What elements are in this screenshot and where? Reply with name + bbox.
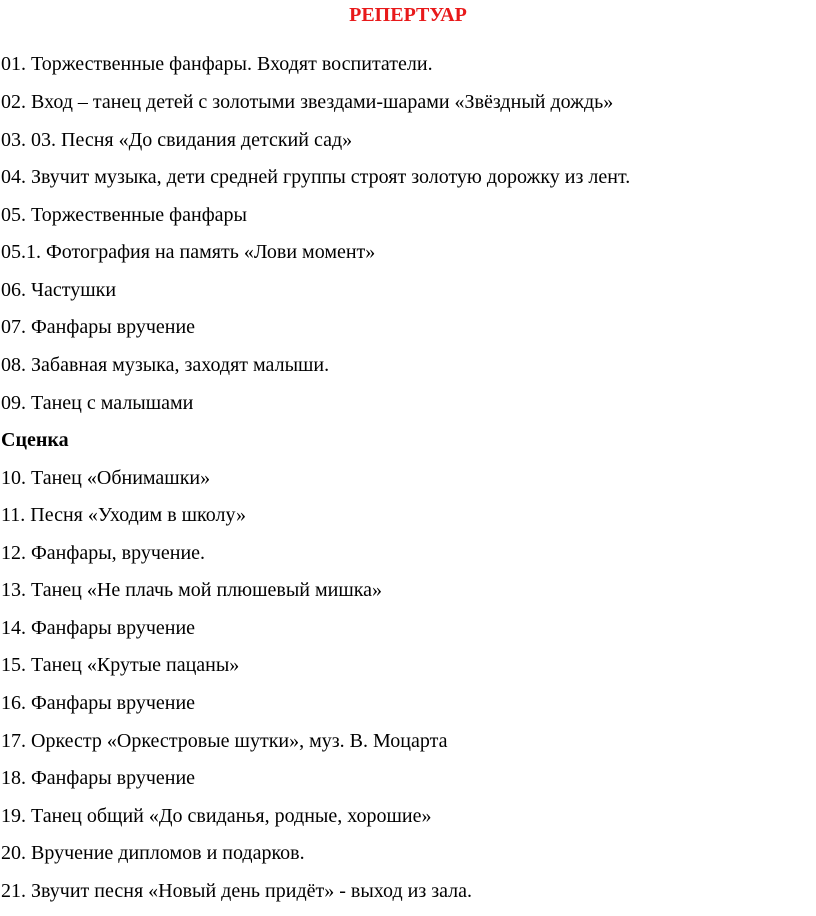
program-item-15: 15. Танец «Крутые пацаны» — [1, 654, 240, 676]
section-heading: Сценка — [1, 429, 69, 451]
program-item-12: 12. Фанфары, вручение. — [1, 542, 206, 564]
program-item-10: 10. Танец «Обнимашки» — [1, 467, 211, 489]
program-item-05-1: 05.1. Фотография на память «Лови момент» — [1, 241, 376, 263]
program-item-14: 14. Фанфары вручение — [1, 617, 196, 639]
program-item-05: 05. Торжественные фанфары — [1, 204, 247, 226]
program-item-18: 18. Фанфары вручение — [1, 767, 196, 789]
document-title: РЕПЕРТУАР — [349, 4, 467, 26]
program-item-08: 08. Забавная музыка, заходят малыши. — [1, 354, 330, 376]
program-item-01: 01. Торжественные фанфары. Входят воспитатели. — [1, 53, 433, 75]
program-item-17: 17. Оркестр «Оркестровые шутки», муз. В. Моцарта — [1, 730, 448, 752]
program-item-04: 04. Звучит музыка, дети средней группы строят золотую дорожку из лент. — [1, 166, 631, 188]
program-item-11: 11. Песня «Уходим в школу» — [1, 504, 246, 526]
program-item-16: 16. Фанфары вручение — [1, 692, 196, 714]
program-item-06: 06. Частушки — [1, 279, 117, 301]
program-item-09: 09. Танец с малышами — [1, 392, 194, 414]
program-item-02: 02. Вход – танец детей с золотыми звездами-шарами «Звёздный дождь» — [1, 91, 614, 113]
program-item-03: 03. 03. Песня «До свидания детский сад» — [1, 129, 353, 151]
program-item-13: 13. Танец «Не плачь мой плюшевый мишка» — [1, 579, 383, 601]
program-item-21: 21. Звучит песня «Новый день придёт» - выход из зала. — [1, 880, 473, 902]
program-item-20: 20. Вручение дипломов и подарков. — [1, 842, 305, 864]
program-item-19: 19. Танец общий «До свиданья, родные, хорошие» — [1, 805, 432, 827]
program-item-07: 07. Фанфары вручение — [1, 316, 196, 338]
